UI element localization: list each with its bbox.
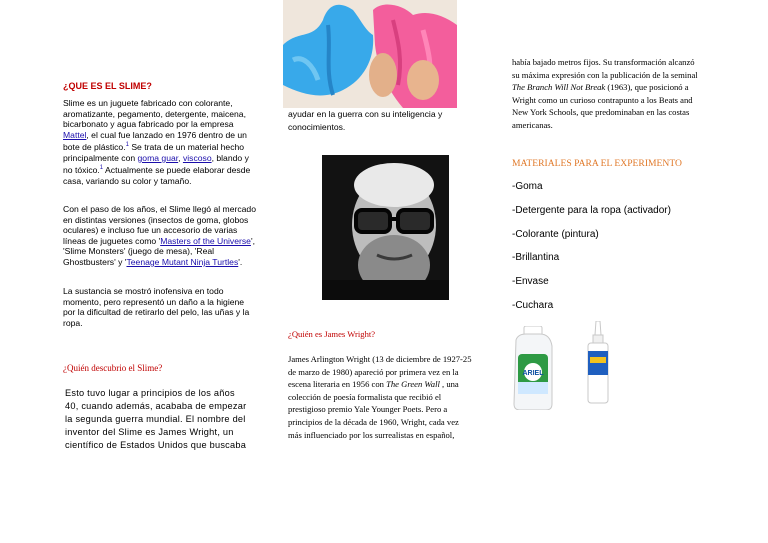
material-item: -Cuchara — [512, 300, 554, 311]
link-goma-guar[interactable]: goma guar — [137, 152, 179, 163]
detergent-label: ARIEL — [522, 370, 544, 377]
paragraph-definition: Slime es un juguete fabricado con colorante, aromatizante, pegamento, detergente, maicena, bicarbonato y agua fabricado por la empresa Mattel, el cual fue lanzado en 1976 dentro de un bote de plástico.$^1$ Se trata de un material hecho principalmente con goma guar, viscoso, blando y no tóxico.$^1$ Actualmente se puede elaborar desde casa, variando su color y tamaño. — [63, 98, 251, 186]
heading-who-discovered: ¿Quién descubrio el Slime? — [63, 363, 163, 373]
paragraph-harmless: La sustancia se mostró inofensiva en todo momento, pero representó un daño a la higiene por la dificultad de retirarlo del pelo, las uñas y la ropa. — [63, 286, 250, 328]
footnote-ref[interactable]: 1 — [125, 142, 129, 149]
material-item: -Brillantina — [512, 252, 560, 263]
paragraph-history: Con el paso de los años, el Slime llegó al mercado en distintas versiones (insectos de goma, globos oculares) e incluso fue un accesorio de varias líneas de juguetes como 'Masters of the Universe', 'Slime Monsters' (juego de mesa), 'Real Ghostbusters' y 'Teenage Mutant Ninja Turtles'. — [63, 204, 256, 267]
slime-hands-photo — [283, 0, 457, 108]
material-item: -Goma — [512, 181, 543, 192]
glue-bottle-image — [586, 321, 610, 405]
material-item: -Colorante (pintura) — [512, 229, 599, 240]
footnote-ref[interactable]: 1 — [99, 165, 104, 172]
heading-what-is-slime: ¿QUE ES EL SLIME? — [63, 81, 152, 91]
paragraph-transformation: había bajado metros fijos. Su transformación alcanzó su máxima expresión con la publicación de la seminal The Branch Will Not Break (1963), que posicionó a Wright como un curioso contrapunto a los Beats and New York Schools, que predominaban en las costas americanas. — [512, 57, 698, 130]
james-wright-portrait — [322, 155, 449, 300]
link-viscoso[interactable]: viscoso — [182, 152, 212, 163]
paragraph-biography: James Arlington Wright (13 de diciembre de 1927-25 de marzo de 1980) apareció por primera vez en la escena literaria en 1956 con The Green Wall , una colección de poesía formalista que recibió el prestigioso premio Yale Younger Poets. Pero a principios de la década de 1960, Wright, cada vez más influenciado por los surrealistas en español, — [288, 354, 472, 440]
detergent-bottle-image — [510, 326, 556, 410]
link-ninja-turtles[interactable]: Teenage Mutant Ninja Turtles — [126, 256, 239, 267]
material-item: -Detergente para la ropa (activador) — [512, 205, 671, 216]
paragraph-help-war: ayudar en la guerra con su inteligencia y conocimientos. — [288, 109, 443, 132]
heading-who-is-james-wright: ¿Quién es James Wright? — [288, 329, 376, 339]
paragraph-discovery: Esto tuvo lugar a principios de los años 40, cuando además, acababa de empezar la segunda guerra mundial. El nombre del inventor del Slime es James Wright, un científico de Estados Unidos que buscaba — [65, 388, 247, 450]
material-item: -Envase — [512, 276, 549, 287]
heading-materials: MATERIALES PARA EL EXPERIMENTO — [512, 158, 682, 169]
link-masters-of-the-universe[interactable]: Masters of the Universe — [160, 235, 251, 246]
link-mattel[interactable]: Mattel — [63, 129, 87, 140]
